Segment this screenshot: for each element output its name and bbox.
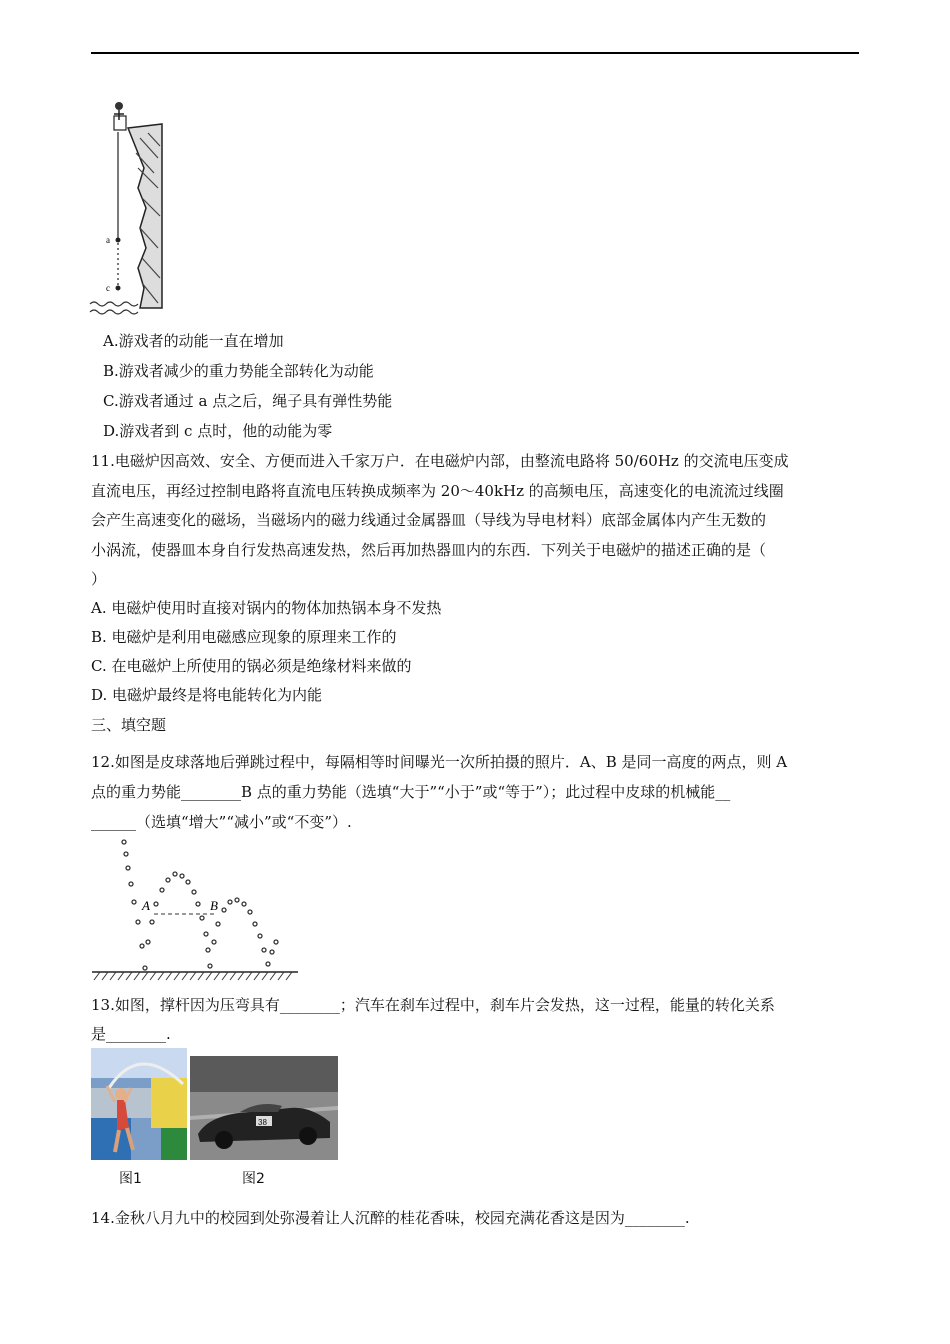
q11-text-line-4: 小涡流，使器皿本身自行发热高速发热，然后再加热器皿内的东西．下列关于电磁炉的描述正确的是（ xyxy=(91,541,767,559)
q13-text-line-2: 是________. xyxy=(91,1025,171,1043)
label-B: B xyxy=(210,898,218,913)
pole-vault-photo xyxy=(91,1048,187,1160)
figure-2-caption: 图2 xyxy=(242,1171,265,1187)
q11-text-line-5: ） xyxy=(91,570,107,588)
q12-text-line-2: 点的重力势能________B 点的重力势能（选填“大于”“小于”或“等于”）；此过程中皮球的机械能__ xyxy=(91,783,731,801)
q11-option-b: B. 电磁炉是利用电磁感应现象的原理来工作的 xyxy=(91,628,397,646)
q14-text: 14.金秋八月九中的校园到处弥漫着让人沉醉的桂花香味，校园充满花香这是因为________. xyxy=(91,1209,690,1227)
q11-text-line-1: 11.电磁炉因高效、安全、方便而进入千家万户．在电磁炉内部，由整流电路将 50/60Hz 的交流电压变成 xyxy=(91,452,789,470)
q11-option-a: A. 电磁炉使用时直接对锅内的物体加热锅本身不发热 xyxy=(91,599,442,617)
bungee-figure xyxy=(88,98,168,320)
section-heading: 三、填空题 xyxy=(91,716,167,734)
label-A: A xyxy=(142,898,150,913)
q12-text-line-1: 12.如图是皮球落地后弹跳过程中，每隔相等时间曝光一次所拍摄的照片．A、B 是同一高度的两点，则 A xyxy=(91,753,788,771)
q11-text-line-3: 会产生高速变化的磁场，当磁场内的磁力线通过金属器皿（导线为导电材料）底部金属体内产生无数的 xyxy=(91,511,767,529)
q10-option-b: B.游戏者减少的重力势能全部转化为动能 xyxy=(103,362,374,380)
q12-text-line-3: ______（选填“增大”“减小”或“不变”）. xyxy=(91,813,352,831)
race-car-photo xyxy=(190,1056,338,1160)
figure-1-caption: 图1 xyxy=(119,1171,142,1187)
q10-option-d: D.游戏者到 c 点时，他的动能为零 xyxy=(103,422,333,440)
label-a: a xyxy=(106,235,110,245)
q11-option-c: C. 在电磁炉上所使用的锅必须是绝缘材料来做的 xyxy=(91,657,412,675)
q11-option-d: D. 电磁炉最终是将电能转化为内能 xyxy=(91,686,323,704)
q13-text-line-1: 13.如图，撑杆因为压弯具有________；汽车在刹车过程中，刹车片会发热，这一过程，能量的转化关系 xyxy=(91,996,775,1014)
label-c: c xyxy=(106,283,110,293)
q10-option-c: C.游戏者通过 a 点之后，绳子具有弹性势能 xyxy=(103,392,393,410)
car-number: 38 xyxy=(258,1118,267,1127)
bouncing-ball-figure xyxy=(90,838,302,982)
q11-text-line-2: 直流电压，再经过控制电路将直流电压转换成频率为 20～40kHz 的高频电压，高速变化的电流流过线圈 xyxy=(91,482,784,500)
q10-option-a: A.游戏者的动能一直在增加 xyxy=(103,332,284,350)
header-rule xyxy=(91,52,859,54)
